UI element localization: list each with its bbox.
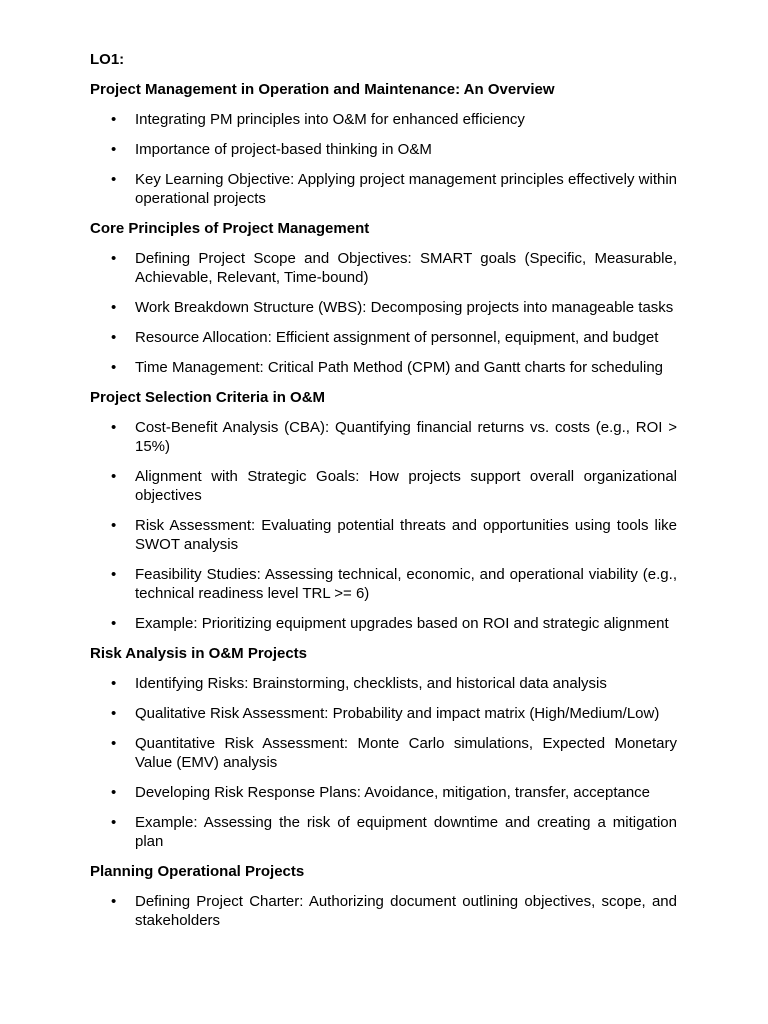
bullet-icon: • — [111, 359, 117, 376]
list-item-text: Feasibility Studies: Assessing technical, economic, and operational viability (e.g., technical readiness level TRL >= 6) — [135, 566, 677, 602]
list-item — [90, 704, 677, 723]
list-item — [90, 328, 677, 347]
bullet-icon: • — [111, 111, 117, 128]
section-heading: Risk Analysis in O&M Projects — [90, 645, 308, 662]
list-item — [90, 813, 677, 851]
section-core-principles — [90, 219, 677, 377]
list-item-text: Defining Project Scope and Objectives: SMART goals (Specific, Measurable, Achievable, Relevant, Time-bound) — [135, 250, 677, 286]
list-item — [90, 249, 677, 287]
bullet-icon: • — [111, 517, 117, 534]
list-item — [90, 734, 677, 772]
bullet-icon: • — [111, 814, 117, 831]
list-item — [90, 674, 677, 693]
section-heading: Project Selection Criteria in O&M — [90, 389, 326, 406]
list-item-text: Work Breakdown Structure (WBS): Decomposing projects into manageable tasks — [135, 299, 674, 316]
list-item — [90, 418, 677, 456]
bullet-list — [90, 110, 677, 208]
list-item — [90, 110, 677, 129]
list-item — [90, 140, 677, 159]
list-item-text: Qualitative Risk Assessment: Probability and impact matrix (High/Medium/Low) — [135, 705, 660, 722]
bullet-list — [90, 418, 677, 633]
bullet-icon: • — [111, 419, 117, 436]
list-item-text: Example: Assessing the risk of equipment downtime and creating a mitigation plan — [135, 814, 677, 850]
list-item-text: Alignment with Strategic Goals: How projects support overall organizational objectives — [135, 468, 677, 504]
bullet-icon: • — [111, 784, 117, 801]
list-item-text: Example: Prioritizing equipment upgrades based on ROI and strategic alignment — [135, 615, 669, 632]
section-heading: Planning Operational Projects — [90, 863, 305, 880]
bullet-list — [90, 892, 677, 930]
list-item-text: Resource Allocation: Efficient assignment of personnel, equipment, and budget — [135, 329, 659, 346]
list-item — [90, 467, 677, 505]
bullet-icon: • — [111, 250, 117, 267]
bullet-icon: • — [111, 329, 117, 346]
list-item — [90, 516, 677, 554]
list-item — [90, 783, 677, 802]
list-item-text: Time Management: Critical Path Method (CPM) and Gantt charts for scheduling — [135, 359, 664, 376]
bullet-icon: • — [111, 468, 117, 485]
bullet-icon: • — [111, 566, 117, 583]
bullet-icon: • — [111, 299, 117, 316]
section-heading: Core Principles of Project Management — [90, 220, 370, 237]
list-item-text: Importance of project-based thinking in O&M — [135, 141, 432, 158]
list-item-text: Key Learning Objective: Applying project management principles effectively within operational projects — [135, 171, 677, 207]
section-heading: Project Management in Operation and Maintenance: An Overview — [90, 81, 555, 98]
list-item — [90, 892, 677, 930]
bullet-icon: • — [111, 675, 117, 692]
bullet-list — [90, 249, 677, 377]
list-item — [90, 614, 677, 633]
list-item-text: Risk Assessment: Evaluating potential threats and opportunities using tools like SWOT analysis — [135, 517, 677, 553]
bullet-icon: • — [111, 141, 117, 158]
list-item-text: Identifying Risks: Brainstorming, checklists, and historical data analysis — [135, 675, 607, 692]
bullet-icon: • — [111, 615, 117, 632]
list-item-text: Defining Project Charter: Authorizing document outlining objectives, scope, and stakeholders — [135, 893, 677, 929]
section-planning — [90, 862, 677, 930]
list-item-text: Quantitative Risk Assessment: Monte Carlo simulations, Expected Monetary Value (EMV) analysis — [135, 735, 677, 771]
bullet-icon: • — [111, 171, 117, 188]
list-item-text: Developing Risk Response Plans: Avoidance, mitigation, transfer, acceptance — [135, 784, 651, 801]
list-item — [90, 170, 677, 208]
section-risk-analysis — [90, 644, 677, 851]
bullet-icon: • — [111, 735, 117, 752]
document-title: LO1: — [90, 51, 125, 68]
list-item-text: Integrating PM principles into O&M for enhanced efficiency — [135, 111, 525, 128]
section-selection-criteria — [90, 388, 677, 633]
list-item — [90, 358, 677, 377]
bullet-icon: • — [111, 893, 117, 910]
list-item — [90, 298, 677, 317]
list-item — [90, 565, 677, 603]
section-pm-overview — [90, 80, 677, 208]
document-page — [90, 50, 677, 941]
bullet-list — [90, 674, 677, 851]
list-item-text: Cost-Benefit Analysis (CBA): Quantifying financial returns vs. costs (e.g., ROI > 15%) — [135, 419, 677, 455]
bullet-icon: • — [111, 705, 117, 722]
